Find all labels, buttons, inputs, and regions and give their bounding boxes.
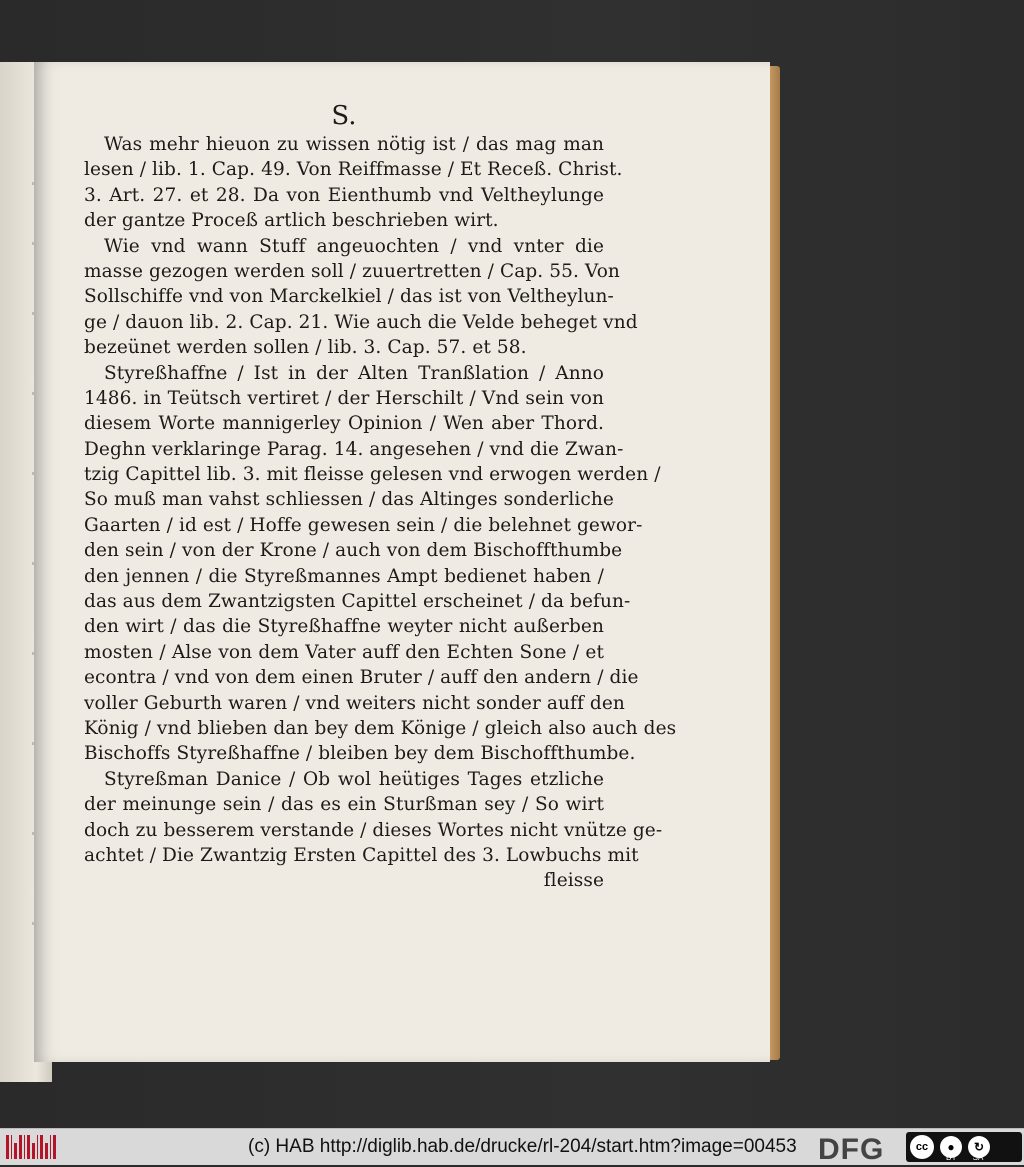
- copyright-link[interactable]: (c) HAB http://diglib.hab.de/drucke/rl-204/start.htm?image=00453: [248, 1136, 797, 1157]
- text-line: Wie vnd wann Stuff angeuochten / vnd vnter die: [104, 235, 604, 257]
- text-line: Styreßhaffne / Ist in der Alten Tranßlation / Anno: [104, 362, 604, 384]
- text-line: den jennen / die Styreßmannes Ampt bedienet haben /: [84, 565, 604, 587]
- text-line: achtet / Die Zwantzig Ersten Capittel des 3. Lowbuchs mit: [84, 844, 639, 866]
- text-line: 3. Art. 27. et 28. Da von Eienthumb vnd Veltheylunge: [84, 184, 604, 206]
- text-line: König / vnd blieben dan bey dem Könige / gleich also auch des: [84, 717, 677, 739]
- text-line: ge / dauon lib. 2. Cap. 21. Wie auch die Velde beheget vnd: [84, 311, 638, 333]
- running-head: S.: [331, 101, 357, 131]
- text-line: Gaarten / id est / Hoffe gewesen sein / die belehnet gewor-: [84, 514, 643, 536]
- text-line: den sein / von der Krone / auch von dem Bischoffthumbe: [84, 540, 623, 562]
- text-line: den wirt / das die Styreßhaffne weyter nicht außerben: [84, 616, 604, 638]
- cc-icon: cc: [910, 1135, 934, 1159]
- page-text: [84, 100, 677, 894]
- text-line: tzig Capittel lib. 3. mit fleisse gelesen vnd erwogen werden /: [84, 464, 661, 486]
- by-icon: ●: [940, 1136, 962, 1158]
- text-line: diesem Worte mannigerley Opinion / Wen aber Thord.: [84, 413, 604, 435]
- by-label: BY: [946, 1153, 957, 1162]
- viewer-footer: [0, 1128, 1024, 1165]
- text-line: 1486. in Teütsch vertiret / der Herschilt / Vnd sein von: [84, 387, 604, 409]
- text-line: lesen / lib. 1. Cap. 49. Von Reiffmasse / Et Receß. Christ.: [84, 159, 623, 181]
- text-line: Deghn verklaringe Parag. 14. angesehen / vnd die Zwan-: [84, 438, 624, 460]
- text-line: Sollschiffe vnd von Marckelkiel / das ist von Veltheylun-: [84, 286, 614, 308]
- text-line: So muß man vahst schliessen / das Altinges sonderliche: [84, 489, 614, 511]
- text-line: das aus dem Zwantzigsten Capittel erscheinet / da befun-: [84, 591, 631, 613]
- catchword: fleisse: [543, 870, 604, 892]
- text-line: bezeünet werden sollen / lib. 3. Cap. 57. et 58.: [84, 337, 527, 359]
- sa-label: SA: [972, 1153, 984, 1162]
- cc-labels: [946, 1153, 983, 1162]
- text-line: masse gezogen werden soll / zuuertretten / Cap. 55. Von: [84, 260, 620, 282]
- text-line: der gantze Proceß artlich beschrieben wirt.: [84, 210, 499, 232]
- hab-barcode-logo: [6, 1135, 56, 1159]
- dfg-logo: DFG: [818, 1133, 885, 1166]
- text-line: Was mehr hieuon zu wissen nötig ist / das mag man: [104, 134, 604, 155]
- text-line: der meinunge sein / das es ein Sturßman sey / So wirt: [84, 794, 604, 816]
- text-line: econtra / vnd von dem einen Bruter / auff den andern / die: [84, 667, 639, 689]
- text-line: Styreßman Danice / Ob wol heütiges Tages etzliche: [104, 768, 604, 790]
- sa-icon: ↻: [968, 1136, 990, 1158]
- text-line: voller Geburth waren / vnd weiters nicht sonder auff den: [84, 692, 625, 714]
- text-line: doch zu besserem verstande / dieses Wortes nicht vnütze ge-: [84, 819, 663, 841]
- text-line: mosten / Alse von dem Vater auff den Echten Sone / et: [84, 641, 604, 663]
- text-line: Bischoffs Styreßhaffne / bleiben bey dem Bischoffthumbe.: [84, 743, 636, 765]
